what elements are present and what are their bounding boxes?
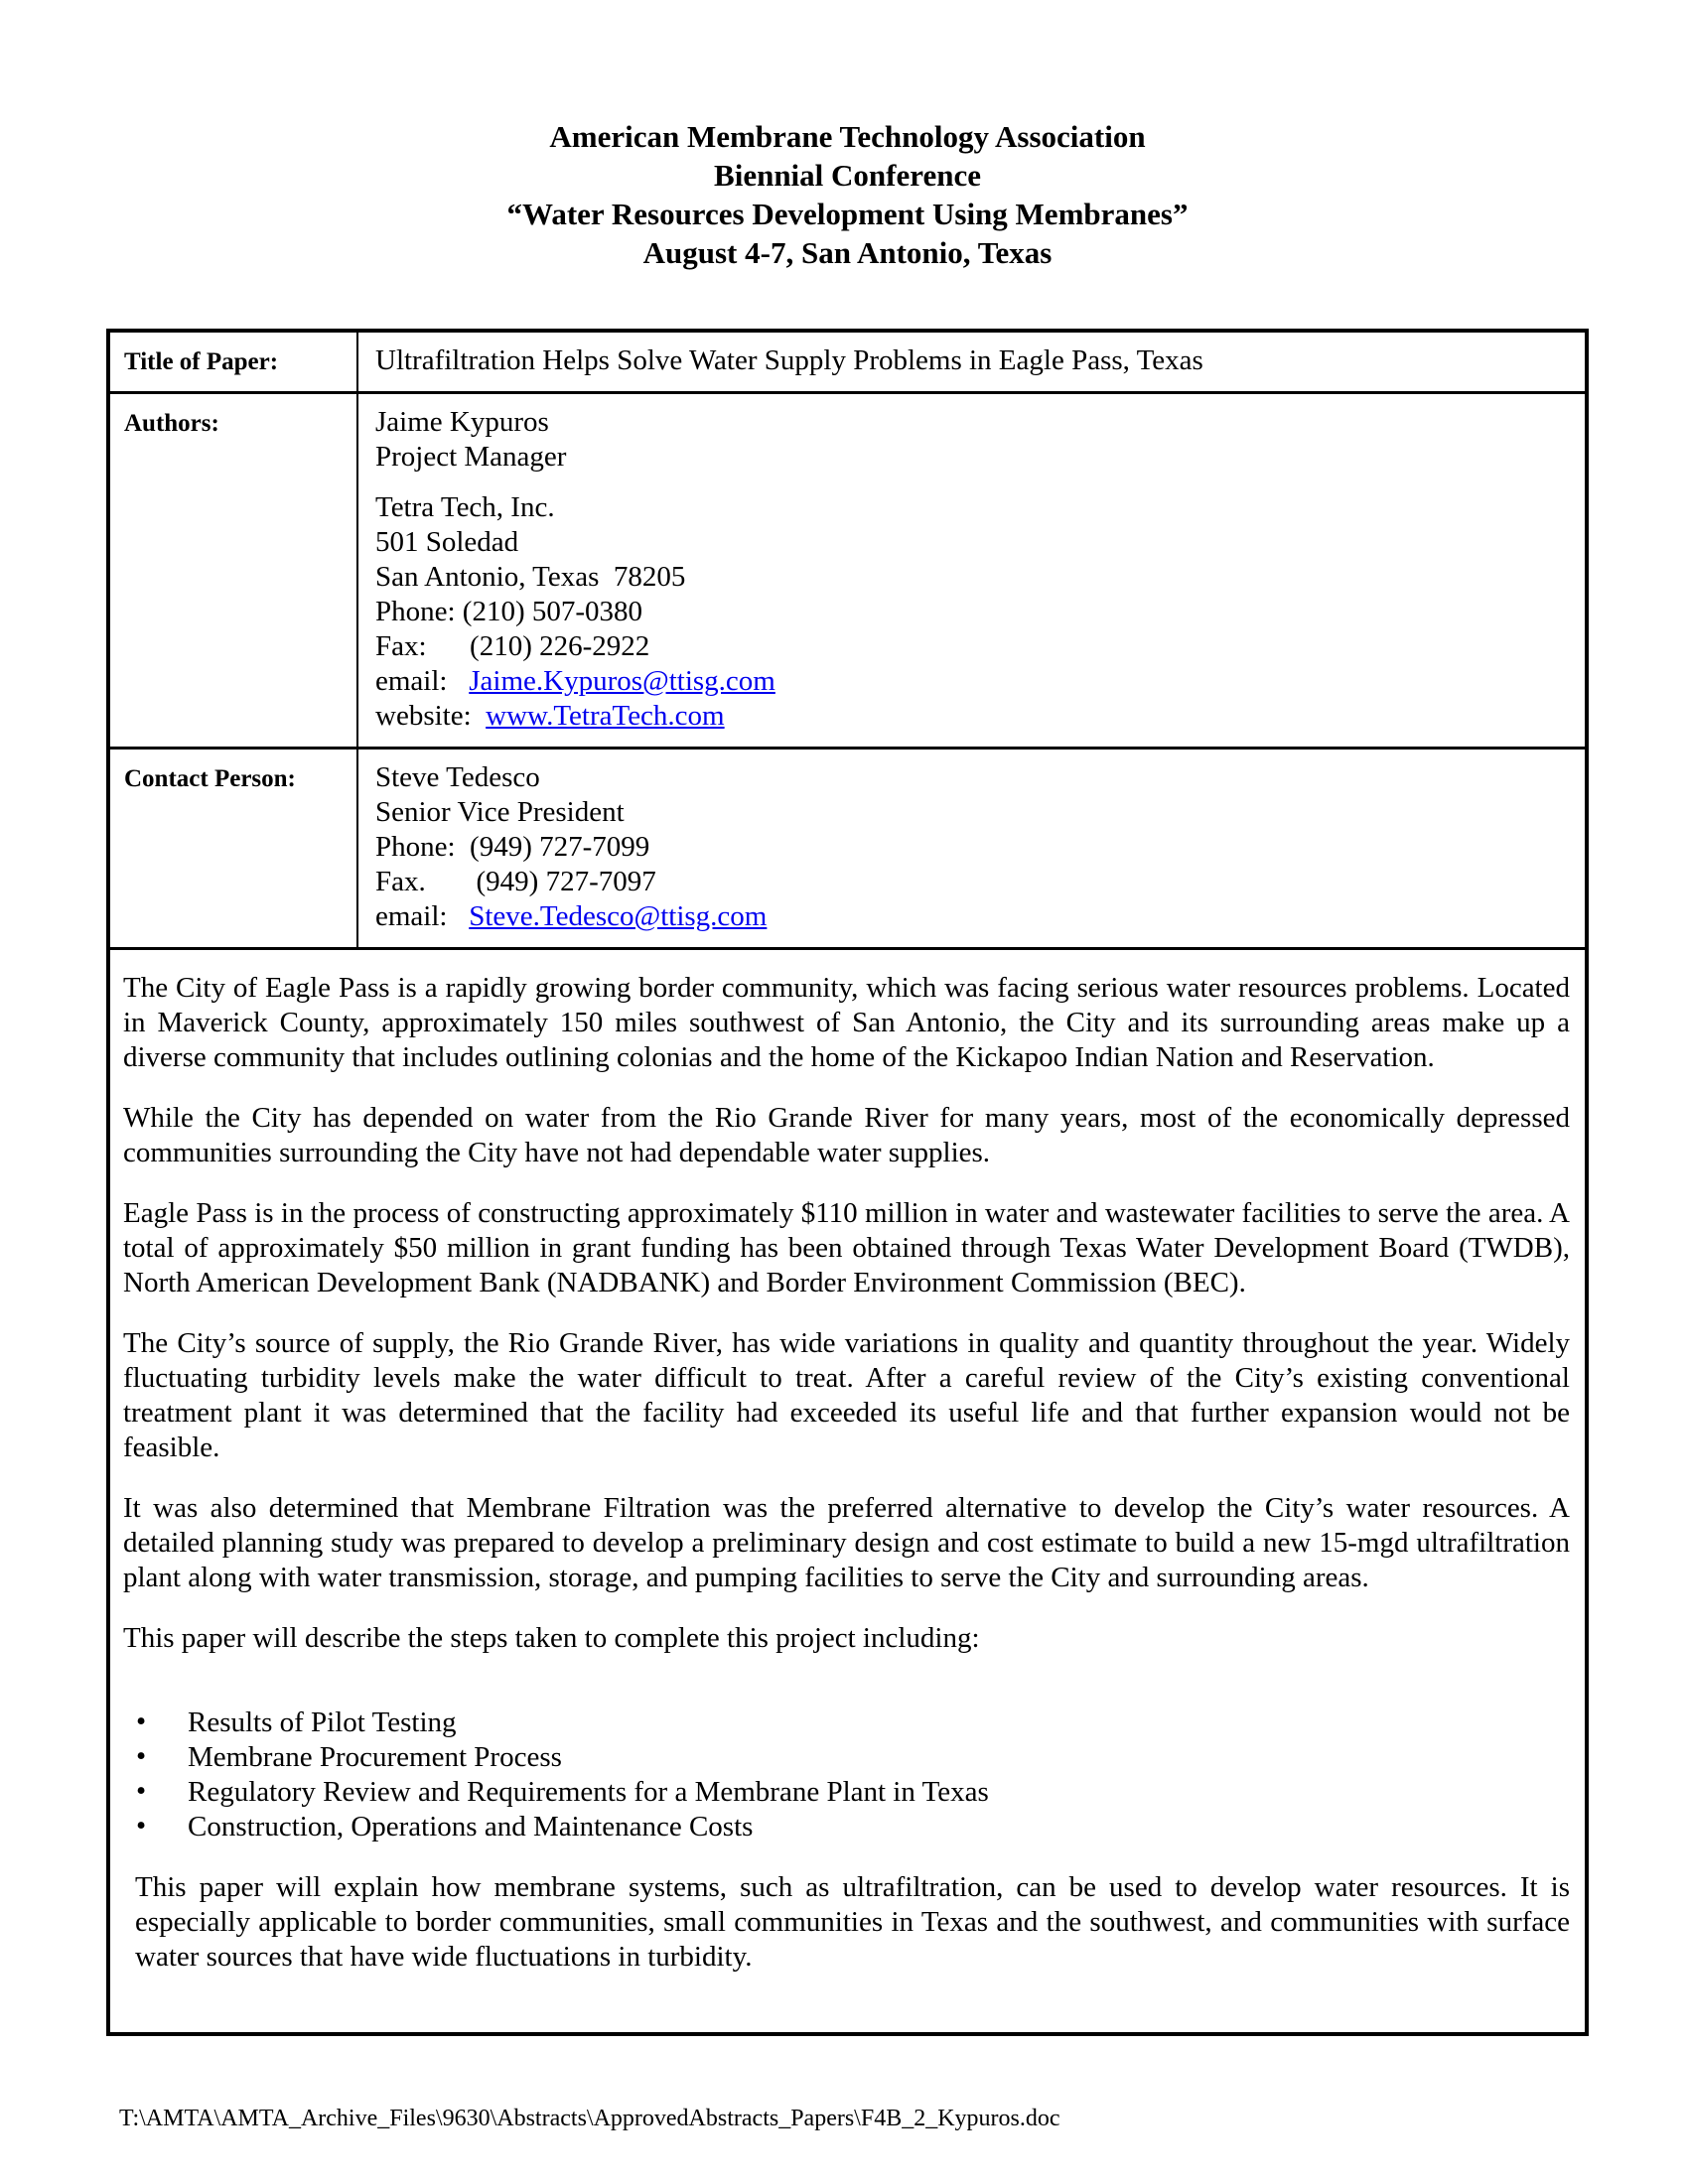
contact-person-info <box>358 750 1585 947</box>
contact-row-label: Contact Person: <box>110 750 358 947</box>
header-association-name: American Membrane Technology Association <box>549 119 1146 154</box>
header-conference-date-location: August 4-7, San Antonio, Texas <box>642 235 1053 270</box>
hyperlink[interactable]: www.TetraTech.com <box>486 700 725 732</box>
authors-info <box>358 394 1585 747</box>
abstract-paragraph: The City’s source of supply, the Rio Grande River, has wide variations in quality and quantity throughout the year. Widely fluctuating turbidity levels make the water difficult to treat. After a careful review of the City’s existing conventional treatment plant it was determined that the facility had exceeded its useful life and that further expansion would not be feasible. <box>123 1327 1570 1463</box>
abstract-body <box>110 950 1585 2032</box>
info-line: website: www.TetraTech.com <box>375 700 725 732</box>
header-conference-name: Biennial Conference <box>714 158 981 193</box>
hyperlink[interactable]: Jaime.Kypuros@ttisg.com <box>469 665 775 697</box>
closing-paragraph: This paper will explain how membrane systems, such as ultrafiltration, can be used to develop water resources. It is especially applicable to border communities, small communities in Texas and the southwest, and communities with surface water sources that have wide fluctuations in turbidity. <box>135 1871 1570 1973</box>
abstract-paragraph: While the City has depended on water from the Rio Grande River for many years, most of the economically depressed communities surrounding the City have not had dependable water supplies. <box>123 1102 1570 1168</box>
info-line: San Antonio, Texas 78205 <box>375 561 686 593</box>
paper-title: Ultrafiltration Helps Solve Water Supply Problems in Eagle Pass, Texas <box>375 344 1203 376</box>
topics-bullet-list <box>123 1706 1570 1844</box>
file-path-footer: T:\AMTA\AMTA_Archive_Files\9630\Abstracts\ApprovedAbstracts_Papers\F4B_2_Kypuros.doc <box>119 2106 1060 2131</box>
abstract-paragraph: It was also determined that Membrane Filtration was the preferred alternative to develop the City’s water resources. A detailed planning study was prepared to develop a preliminary design and cost estimate to build a new 15-mgd ultrafiltration plant along with water transmission, storage, and pumping facilities to serve the City and surrounding areas. <box>123 1492 1570 1593</box>
info-line: Tetra Tech, Inc. <box>375 491 555 523</box>
abstract-paragraph: Eagle Pass is in the process of constructing approximately $110 million in water and wastewater facilities to serve the area. A total of approximately $50 million in grant funding has been obtained through Texas Water Development Board (TWDB), North American Development Bank (NADBANK) and Border Environment Commission (BEC). <box>123 1197 1570 1298</box>
header-conference-theme: “Water Resources Development Using Membranes” <box>506 197 1189 231</box>
info-line: email: Jaime.Kypuros@ttisg.com <box>375 665 775 697</box>
info-line: Steve Tedesco <box>375 761 540 793</box>
bullet-item: • Construction, Operations and Maintenance Costs <box>136 1810 1570 1844</box>
abstract-paragraph: This paper will describe the steps taken to complete this project including: <box>123 1622 980 1654</box>
hyperlink[interactable]: Steve.Tedesco@ttisg.com <box>469 900 768 932</box>
contact-person-row <box>110 747 1585 947</box>
info-line: Fax: (210) 226-2922 <box>375 630 650 662</box>
blank-line <box>375 475 1565 490</box>
title-row <box>110 333 1585 391</box>
info-line: Phone: (210) 507-0380 <box>375 596 643 627</box>
info-line: Jaime Kypuros <box>375 406 549 438</box>
title-row-label: Title of Paper: <box>110 333 358 391</box>
bullet-item: • Regulatory Review and Requirements for a Membrane Plant in Texas <box>136 1775 1570 1810</box>
info-line: email: Steve.Tedesco@ttisg.com <box>375 900 768 932</box>
info-line: Senior Vice President <box>375 796 625 828</box>
info-line: 501 Soledad <box>375 526 519 558</box>
abstract-form-table <box>106 329 1589 2036</box>
info-line: Project Manager <box>375 441 567 473</box>
bullet-item: • Membrane Procurement Process <box>136 1740 1570 1775</box>
abstract-paragraph: The City of Eagle Pass is a rapidly growing border community, which was facing serious water resources problems. Located in Maverick County, approximately 150 miles southwest of San Antonio, the City and its surrounding areas make up a diverse community that includes outlining colonias and the home of the Kickapoo Indian Nation and Reservation. <box>123 972 1570 1073</box>
bullet-item: • Results of Pilot Testing <box>136 1706 1570 1740</box>
info-line: Phone: (949) 727-7099 <box>375 831 650 863</box>
authors-row <box>110 391 1585 747</box>
conference-header <box>106 117 1589 272</box>
info-line: Fax. (949) 727-7097 <box>375 866 656 897</box>
abstract-row <box>110 947 1585 2032</box>
authors-row-label: Authors: <box>110 394 358 747</box>
